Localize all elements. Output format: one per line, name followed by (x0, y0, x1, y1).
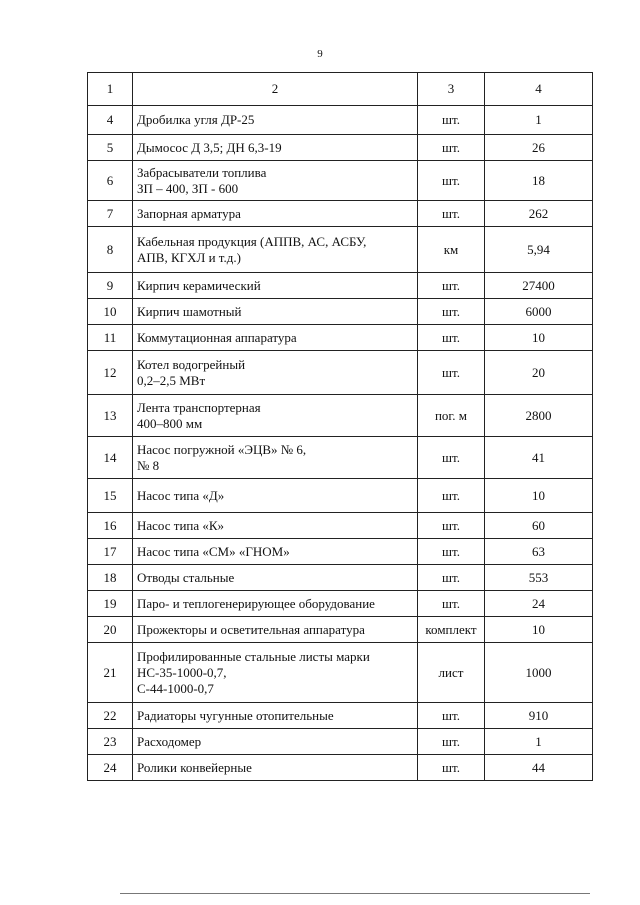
unit-cell: шт. (418, 513, 485, 539)
table-row (88, 325, 593, 351)
row-number-cell: 5 (88, 135, 133, 161)
table-row (88, 201, 593, 227)
row-number-cell: 21 (88, 643, 133, 703)
quantity-cell: 10 (485, 479, 593, 513)
quantity-cell: 20 (485, 351, 593, 395)
table-header-row (88, 73, 593, 106)
unit-cell: шт. (418, 591, 485, 617)
unit-cell: шт. (418, 539, 485, 565)
quantity-cell: 44 (485, 755, 593, 781)
header-cell-1: 1 (88, 73, 133, 106)
table-row (88, 703, 593, 729)
item-name-cell: Насос типа «СМ» «ГНОМ» (133, 539, 418, 565)
table-row (88, 565, 593, 591)
table-row (88, 395, 593, 437)
table-row (88, 135, 593, 161)
item-name-cell: Профилированные стальные листы марки НС-35-1000-0,7, С-44-1000-0,7 (133, 643, 418, 703)
table-row (88, 643, 593, 703)
table-row (88, 106, 593, 135)
unit-cell: пог. м (418, 395, 485, 437)
table-row (88, 273, 593, 299)
table-row (88, 161, 593, 201)
unit-cell: шт. (418, 273, 485, 299)
quantity-cell: 27400 (485, 273, 593, 299)
quantity-cell: 41 (485, 437, 593, 479)
quantity-cell: 10 (485, 325, 593, 351)
row-number-cell: 8 (88, 227, 133, 273)
unit-cell: лист (418, 643, 485, 703)
row-number-cell: 4 (88, 106, 133, 135)
row-number-cell: 9 (88, 273, 133, 299)
item-name-cell: Насос типа «К» (133, 513, 418, 539)
quantity-cell: 63 (485, 539, 593, 565)
table-row (88, 729, 593, 755)
unit-cell: шт. (418, 437, 485, 479)
quantity-cell: 1 (485, 729, 593, 755)
row-number-cell: 14 (88, 437, 133, 479)
quantity-cell: 5,94 (485, 227, 593, 273)
item-name-cell: Кирпич керамический (133, 273, 418, 299)
unit-cell: шт. (418, 755, 485, 781)
item-name-cell: Дробилка угля ДР-25 (133, 106, 418, 135)
quantity-cell: 2800 (485, 395, 593, 437)
item-name-cell: Забрасыватели топлива ЗП – 400, ЗП - 600 (133, 161, 418, 201)
row-number-cell: 17 (88, 539, 133, 565)
unit-cell: км (418, 227, 485, 273)
table-row (88, 351, 593, 395)
unit-cell: шт. (418, 135, 485, 161)
quantity-cell: 24 (485, 591, 593, 617)
item-name-cell: Коммутационная аппаратура (133, 325, 418, 351)
quantity-cell: 1000 (485, 643, 593, 703)
equipment-table-body (88, 73, 593, 781)
unit-cell: шт. (418, 479, 485, 513)
row-number-cell: 7 (88, 201, 133, 227)
table-row (88, 437, 593, 479)
table-row (88, 227, 593, 273)
unit-cell: шт. (418, 161, 485, 201)
unit-cell: шт. (418, 201, 485, 227)
equipment-table (87, 72, 593, 781)
quantity-cell: 910 (485, 703, 593, 729)
row-number-cell: 23 (88, 729, 133, 755)
item-name-cell: Лента транспортерная 400–800 мм (133, 395, 418, 437)
table-row (88, 479, 593, 513)
quantity-cell: 1 (485, 106, 593, 135)
quantity-cell: 26 (485, 135, 593, 161)
quantity-cell: 10 (485, 617, 593, 643)
table-row (88, 539, 593, 565)
row-number-cell: 19 (88, 591, 133, 617)
row-number-cell: 10 (88, 299, 133, 325)
unit-cell: шт. (418, 106, 485, 135)
row-number-cell: 20 (88, 617, 133, 643)
table-row (88, 591, 593, 617)
row-number-cell: 13 (88, 395, 133, 437)
quantity-cell: 60 (485, 513, 593, 539)
scan-edge-line (120, 893, 590, 894)
table-row (88, 299, 593, 325)
item-name-cell: Радиаторы чугунные отопительные (133, 703, 418, 729)
quantity-cell: 6000 (485, 299, 593, 325)
unit-cell: шт. (418, 729, 485, 755)
unit-cell: шт. (418, 565, 485, 591)
item-name-cell: Запорная арматура (133, 201, 418, 227)
item-name-cell: Ролики конвейерные (133, 755, 418, 781)
row-number-cell: 16 (88, 513, 133, 539)
item-name-cell: Кирпич шамотный (133, 299, 418, 325)
unit-cell: шт. (418, 299, 485, 325)
table-row (88, 617, 593, 643)
row-number-cell: 18 (88, 565, 133, 591)
item-name-cell: Насос погружной «ЭЦВ» № 6, № 8 (133, 437, 418, 479)
item-name-cell: Котел водогрейный 0,2–2,5 МВт (133, 351, 418, 395)
quantity-cell: 18 (485, 161, 593, 201)
row-number-cell: 6 (88, 161, 133, 201)
unit-cell: комплект (418, 617, 485, 643)
unit-cell: шт. (418, 325, 485, 351)
page-number: 9 (317, 48, 323, 60)
header-cell-2: 2 (133, 73, 418, 106)
quantity-cell: 262 (485, 201, 593, 227)
quantity-cell: 553 (485, 565, 593, 591)
header-cell-3: 3 (418, 73, 485, 106)
item-name-cell: Расходомер (133, 729, 418, 755)
unit-cell: шт. (418, 703, 485, 729)
row-number-cell: 22 (88, 703, 133, 729)
item-name-cell: Паро- и теплогенерирующее оборудование (133, 591, 418, 617)
item-name-cell: Насос типа «Д» (133, 479, 418, 513)
item-name-cell: Прожекторы и осветительная аппаратура (133, 617, 418, 643)
unit-cell: шт. (418, 351, 485, 395)
table-row (88, 513, 593, 539)
item-name-cell: Дымосос Д 3,5; ДН 6,3-19 (133, 135, 418, 161)
row-number-cell: 15 (88, 479, 133, 513)
item-name-cell: Отводы стальные (133, 565, 418, 591)
table-row (88, 755, 593, 781)
row-number-cell: 24 (88, 755, 133, 781)
row-number-cell: 11 (88, 325, 133, 351)
row-number-cell: 12 (88, 351, 133, 395)
item-name-cell: Кабельная продукция (АППВ, АС, АСБУ, АПВ, КГХЛ и т.д.) (133, 227, 418, 273)
header-cell-4: 4 (485, 73, 593, 106)
